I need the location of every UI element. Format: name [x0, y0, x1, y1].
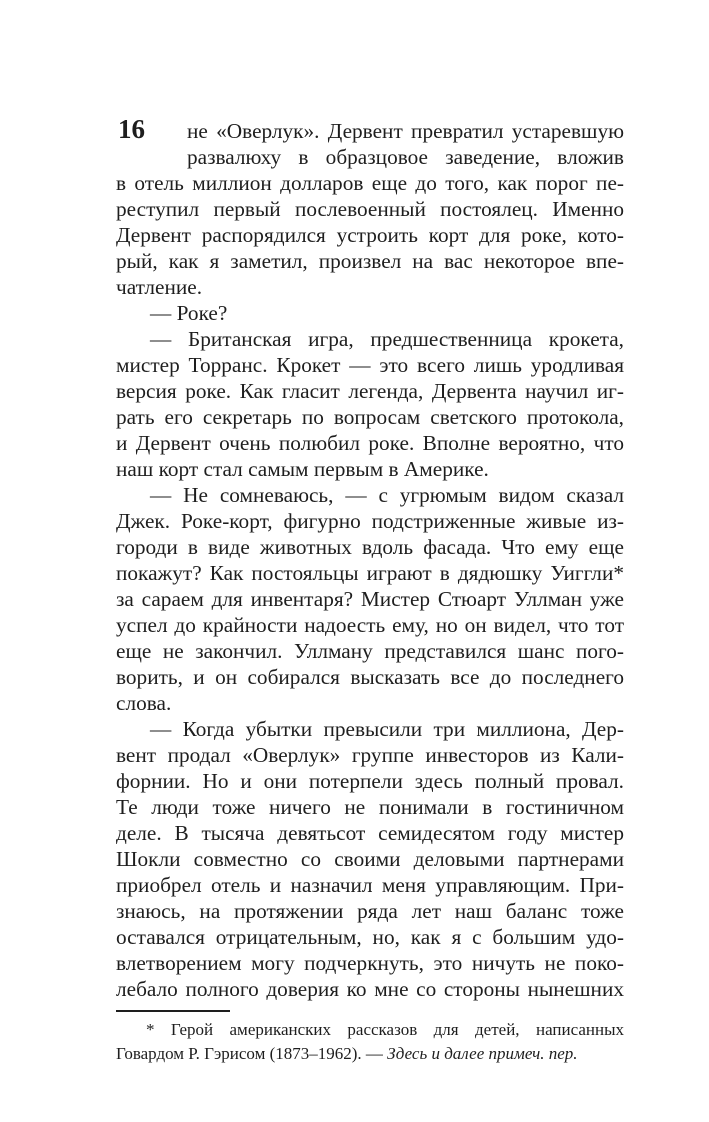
- text-line: рать его секретарь по вопросам светского протокола,: [116, 405, 624, 429]
- text-line: и Дервент очень полюбил роке. Вполне вероятно, что: [116, 431, 624, 455]
- text-line: оставался отрицательным, но, как я с большим удо-: [116, 925, 624, 949]
- text-line: — Не сомневаюсь, — с угрюмым видом сказал: [150, 483, 624, 507]
- text-line: в отель миллион долларов еще до того, как порог пе-: [116, 171, 624, 195]
- text-line: лебало полного доверия ко мне со стороны нынешних: [116, 977, 624, 1001]
- text-line: наш корт стал самым первым в Америке.: [116, 457, 489, 481]
- text-line: городи в виде животных вдоль фасада. Что ему еще: [116, 535, 624, 559]
- text-line: не «Оверлук». Дервент превратил устаревшую: [187, 119, 624, 143]
- text-line: чатление.: [116, 275, 203, 299]
- footnote-divider: [116, 1010, 230, 1012]
- text-line: знаюсь, на протяжении ряда лет наш баланс тоже: [116, 899, 624, 923]
- text-line: Дервент распорядился устроить корт для роке, кото-: [116, 223, 624, 247]
- text-line: Те люди тоже ничего не понимали в гостиничном: [116, 795, 624, 819]
- text-line: форнии. Но и они потерпели здесь полный провал.: [116, 769, 624, 793]
- text-line: — Британская игра, предшественница крокета,: [150, 327, 624, 351]
- text-line: Джек. Роке-корт, фигурно подстриженные живые из-: [116, 509, 624, 533]
- text-line: слова.: [116, 691, 172, 715]
- text-line: успел до крайности надоесть ему, но он видел, что тот: [116, 613, 624, 637]
- text-line: мистер Торранс. Крокет — это всего лишь уродливая: [116, 353, 624, 377]
- footnote-line: * Герой американских рассказов для детей, написанных: [146, 1020, 624, 1039]
- footnote-text: Говардом Р. Гэрисом (1873–1962). —: [116, 1044, 383, 1063]
- text-line: влетворением могу подчеркнуть, это ничуть не поко-: [116, 951, 624, 975]
- text-line: — Роке?: [150, 301, 228, 325]
- text-line: развалюху в образцовое заведение, вложив: [187, 145, 624, 169]
- text-line: еще не закончил. Уллману представился шанс пого-: [116, 639, 624, 663]
- text-line: реступил первый послевоенный постоялец. Именно: [116, 197, 624, 221]
- text-line: Шокли совместно со своими деловыми партнерами: [116, 847, 624, 871]
- text-line: версия роке. Как гласит легенда, Дервента научил иг-: [116, 379, 624, 403]
- text-line: ворить, и он собирался высказать все до последнего: [116, 665, 624, 689]
- footnote-italic: Здесь и далее примеч. пер.: [387, 1044, 578, 1063]
- text-line: — Когда убытки превысили три миллиона, Дер-: [150, 717, 624, 741]
- footnote-line: [116, 1042, 624, 1066]
- text-line: вент продал «Оверлук» группе инвесторов из Кали-: [116, 743, 624, 767]
- text-line: деле. В тысяча девятьсот семидесятом году мистер: [116, 821, 624, 845]
- text-line: рый, как я заметил, произвел на вас некоторое впе-: [116, 249, 624, 273]
- page-number: 16: [118, 114, 145, 144]
- text-line: покажут? Как постояльцы играют в дядюшку Уиггли*: [116, 561, 624, 585]
- text-line: приобрел отель и назначил меня управляющим. При-: [116, 873, 624, 897]
- text-line: за сараем для инвентаря? Мистер Стюарт Уллман уже: [116, 587, 624, 611]
